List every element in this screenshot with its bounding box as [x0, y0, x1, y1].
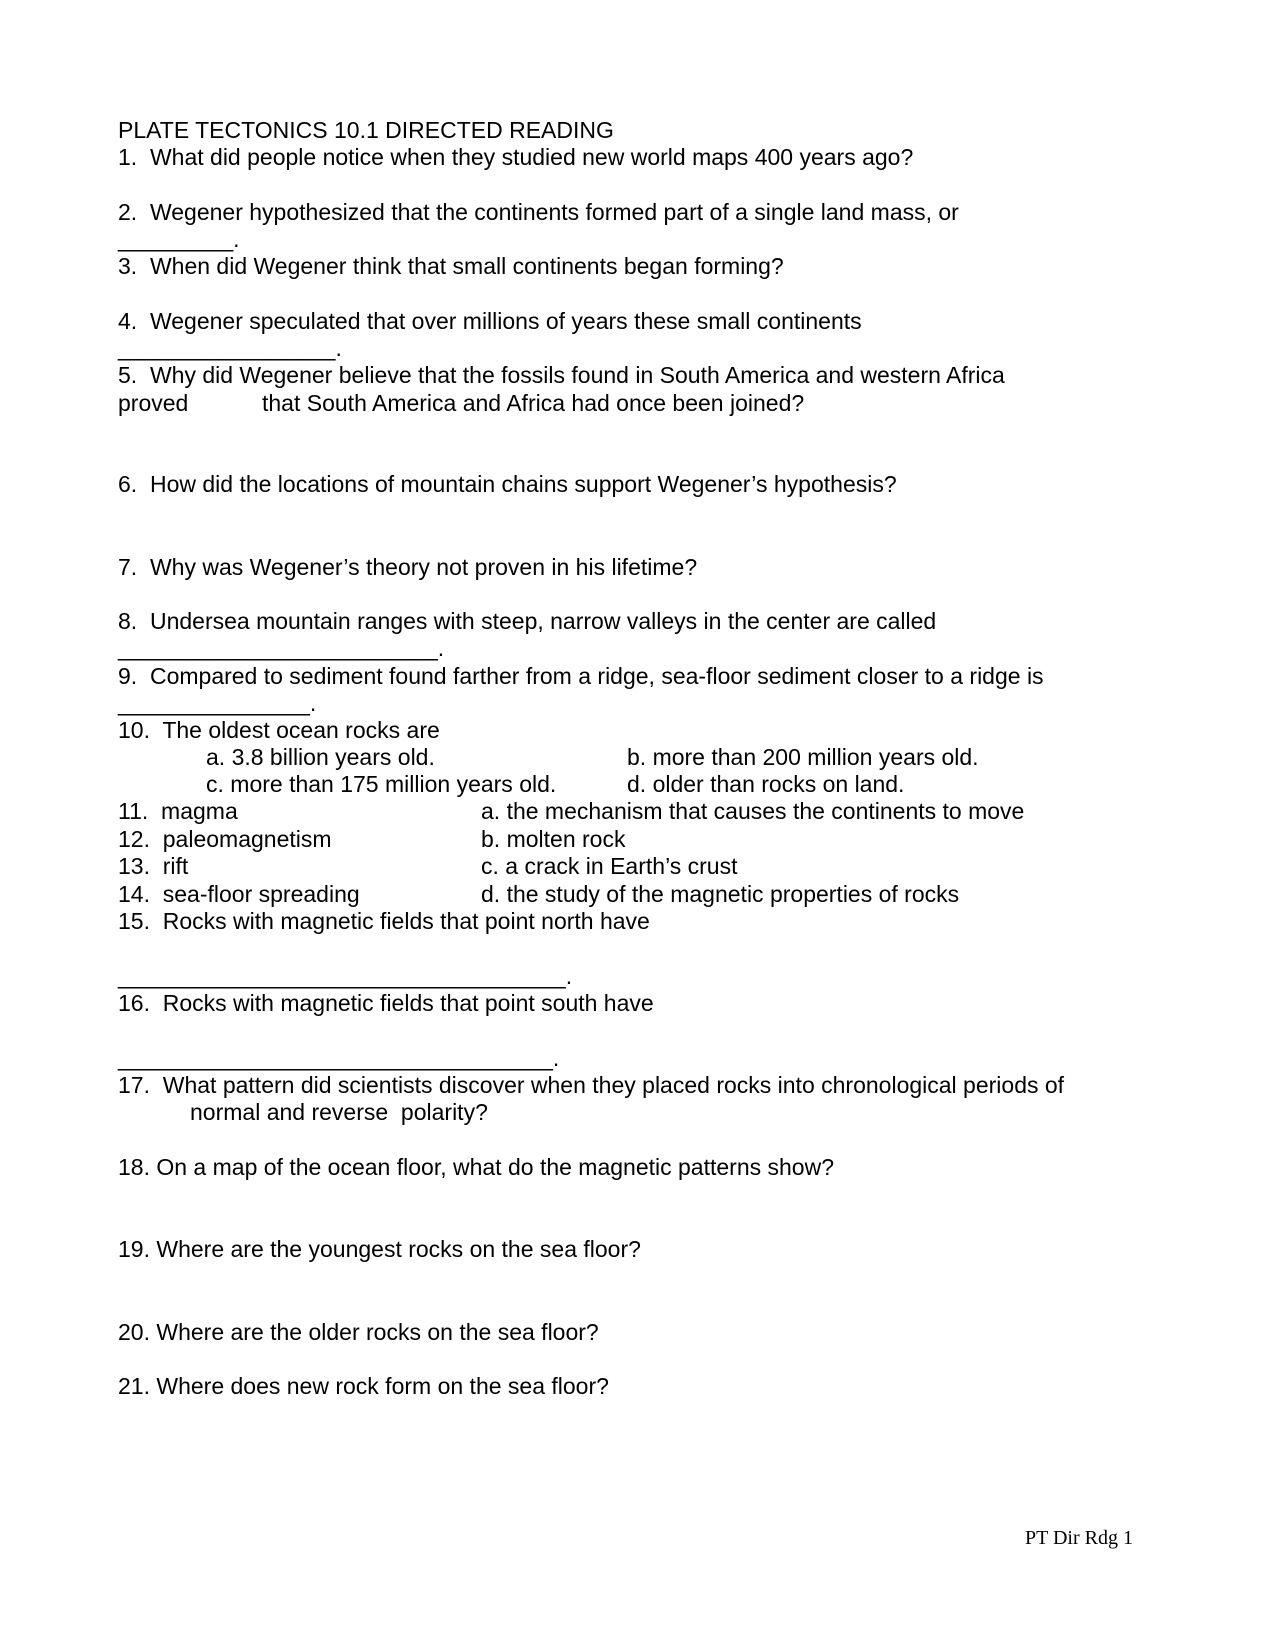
match-def-b: b. molten rock	[481, 826, 626, 852]
question-8-blank: _________________________.	[118, 635, 445, 661]
question-17-continued: normal and reverse polarity?	[190, 1099, 488, 1125]
question-16: 16. Rocks with magnetic fields that point south have	[118, 990, 654, 1016]
match-term-14: 14. sea-floor spreading	[118, 881, 360, 907]
question-15-blank: ___________________________________.	[118, 963, 573, 989]
question-17: 17. What pattern did scientists discover when they placed rocks into chronological periods of	[118, 1072, 1065, 1098]
question-19: 19. Where are the youngest rocks on the sea floor?	[118, 1236, 641, 1262]
question-9: 9. Compared to sediment found farther from a ridge, sea-floor sediment closer to a ridge is	[118, 663, 1044, 689]
page-title: PLATE TECTONICS 10.1 DIRECTED READING	[118, 117, 614, 143]
question-20: 20. Where are the older rocks on the sea floor?	[118, 1319, 599, 1345]
question-16-blank: __________________________________.	[118, 1045, 560, 1071]
question-6: 6. How did the locations of mountain chains support Wegener’s hypothesis?	[118, 471, 897, 497]
question-15: 15. Rocks with magnetic fields that point north have	[118, 908, 650, 934]
question-2-blank: _________.	[118, 226, 240, 252]
question-9-blank: _______________.	[118, 690, 317, 716]
question-2: 2. Wegener hypothesized that the continents formed part of a single land mass, or	[118, 199, 959, 225]
question-3: 3. When did Wegener think that small continents began forming?	[118, 253, 784, 279]
question-10: 10. The oldest ocean rocks are	[118, 717, 440, 743]
page-footer: PT Dir Rdg 1	[1025, 1527, 1133, 1549]
match-def-d: d. the study of the magnetic properties of rocks	[481, 881, 960, 907]
match-def-a: a. the mechanism that causes the continents to move	[481, 798, 1025, 824]
option-10c: c. more than 175 million years old.	[206, 771, 557, 797]
match-def-c: c. a crack in Earth’s crust	[481, 853, 738, 879]
question-5-proved: proved	[118, 390, 189, 416]
question-18: 18. On a map of the ocean floor, what do the magnetic patterns show?	[118, 1154, 834, 1180]
match-term-12: 12. paleomagnetism	[118, 826, 332, 852]
question-21: 21. Where does new rock form on the sea floor?	[118, 1373, 609, 1399]
question-1: 1. What did people notice when they studied new world maps 400 years ago?	[118, 144, 914, 170]
match-term-11: 11. magma	[118, 798, 238, 824]
option-10b: b. more than 200 million years old.	[627, 744, 979, 770]
question-5-continued: that South America and Africa had once been joined?	[262, 390, 805, 416]
question-7: 7. Why was Wegener’s theory not proven in his lifetime?	[118, 554, 698, 580]
question-4: 4. Wegener speculated that over millions of years these small continents	[118, 308, 862, 334]
match-term-13: 13. rift	[118, 853, 189, 879]
question-4-blank: _________________.	[118, 335, 342, 361]
question-5: 5. Why did Wegener believe that the fossils found in South America and western Africa	[118, 362, 1005, 388]
option-10a: a. 3.8 billion years old.	[206, 744, 435, 770]
question-8: 8. Undersea mountain ranges with steep, narrow valleys in the center are called	[118, 608, 937, 634]
option-10d: d. older than rocks on land.	[627, 771, 905, 797]
